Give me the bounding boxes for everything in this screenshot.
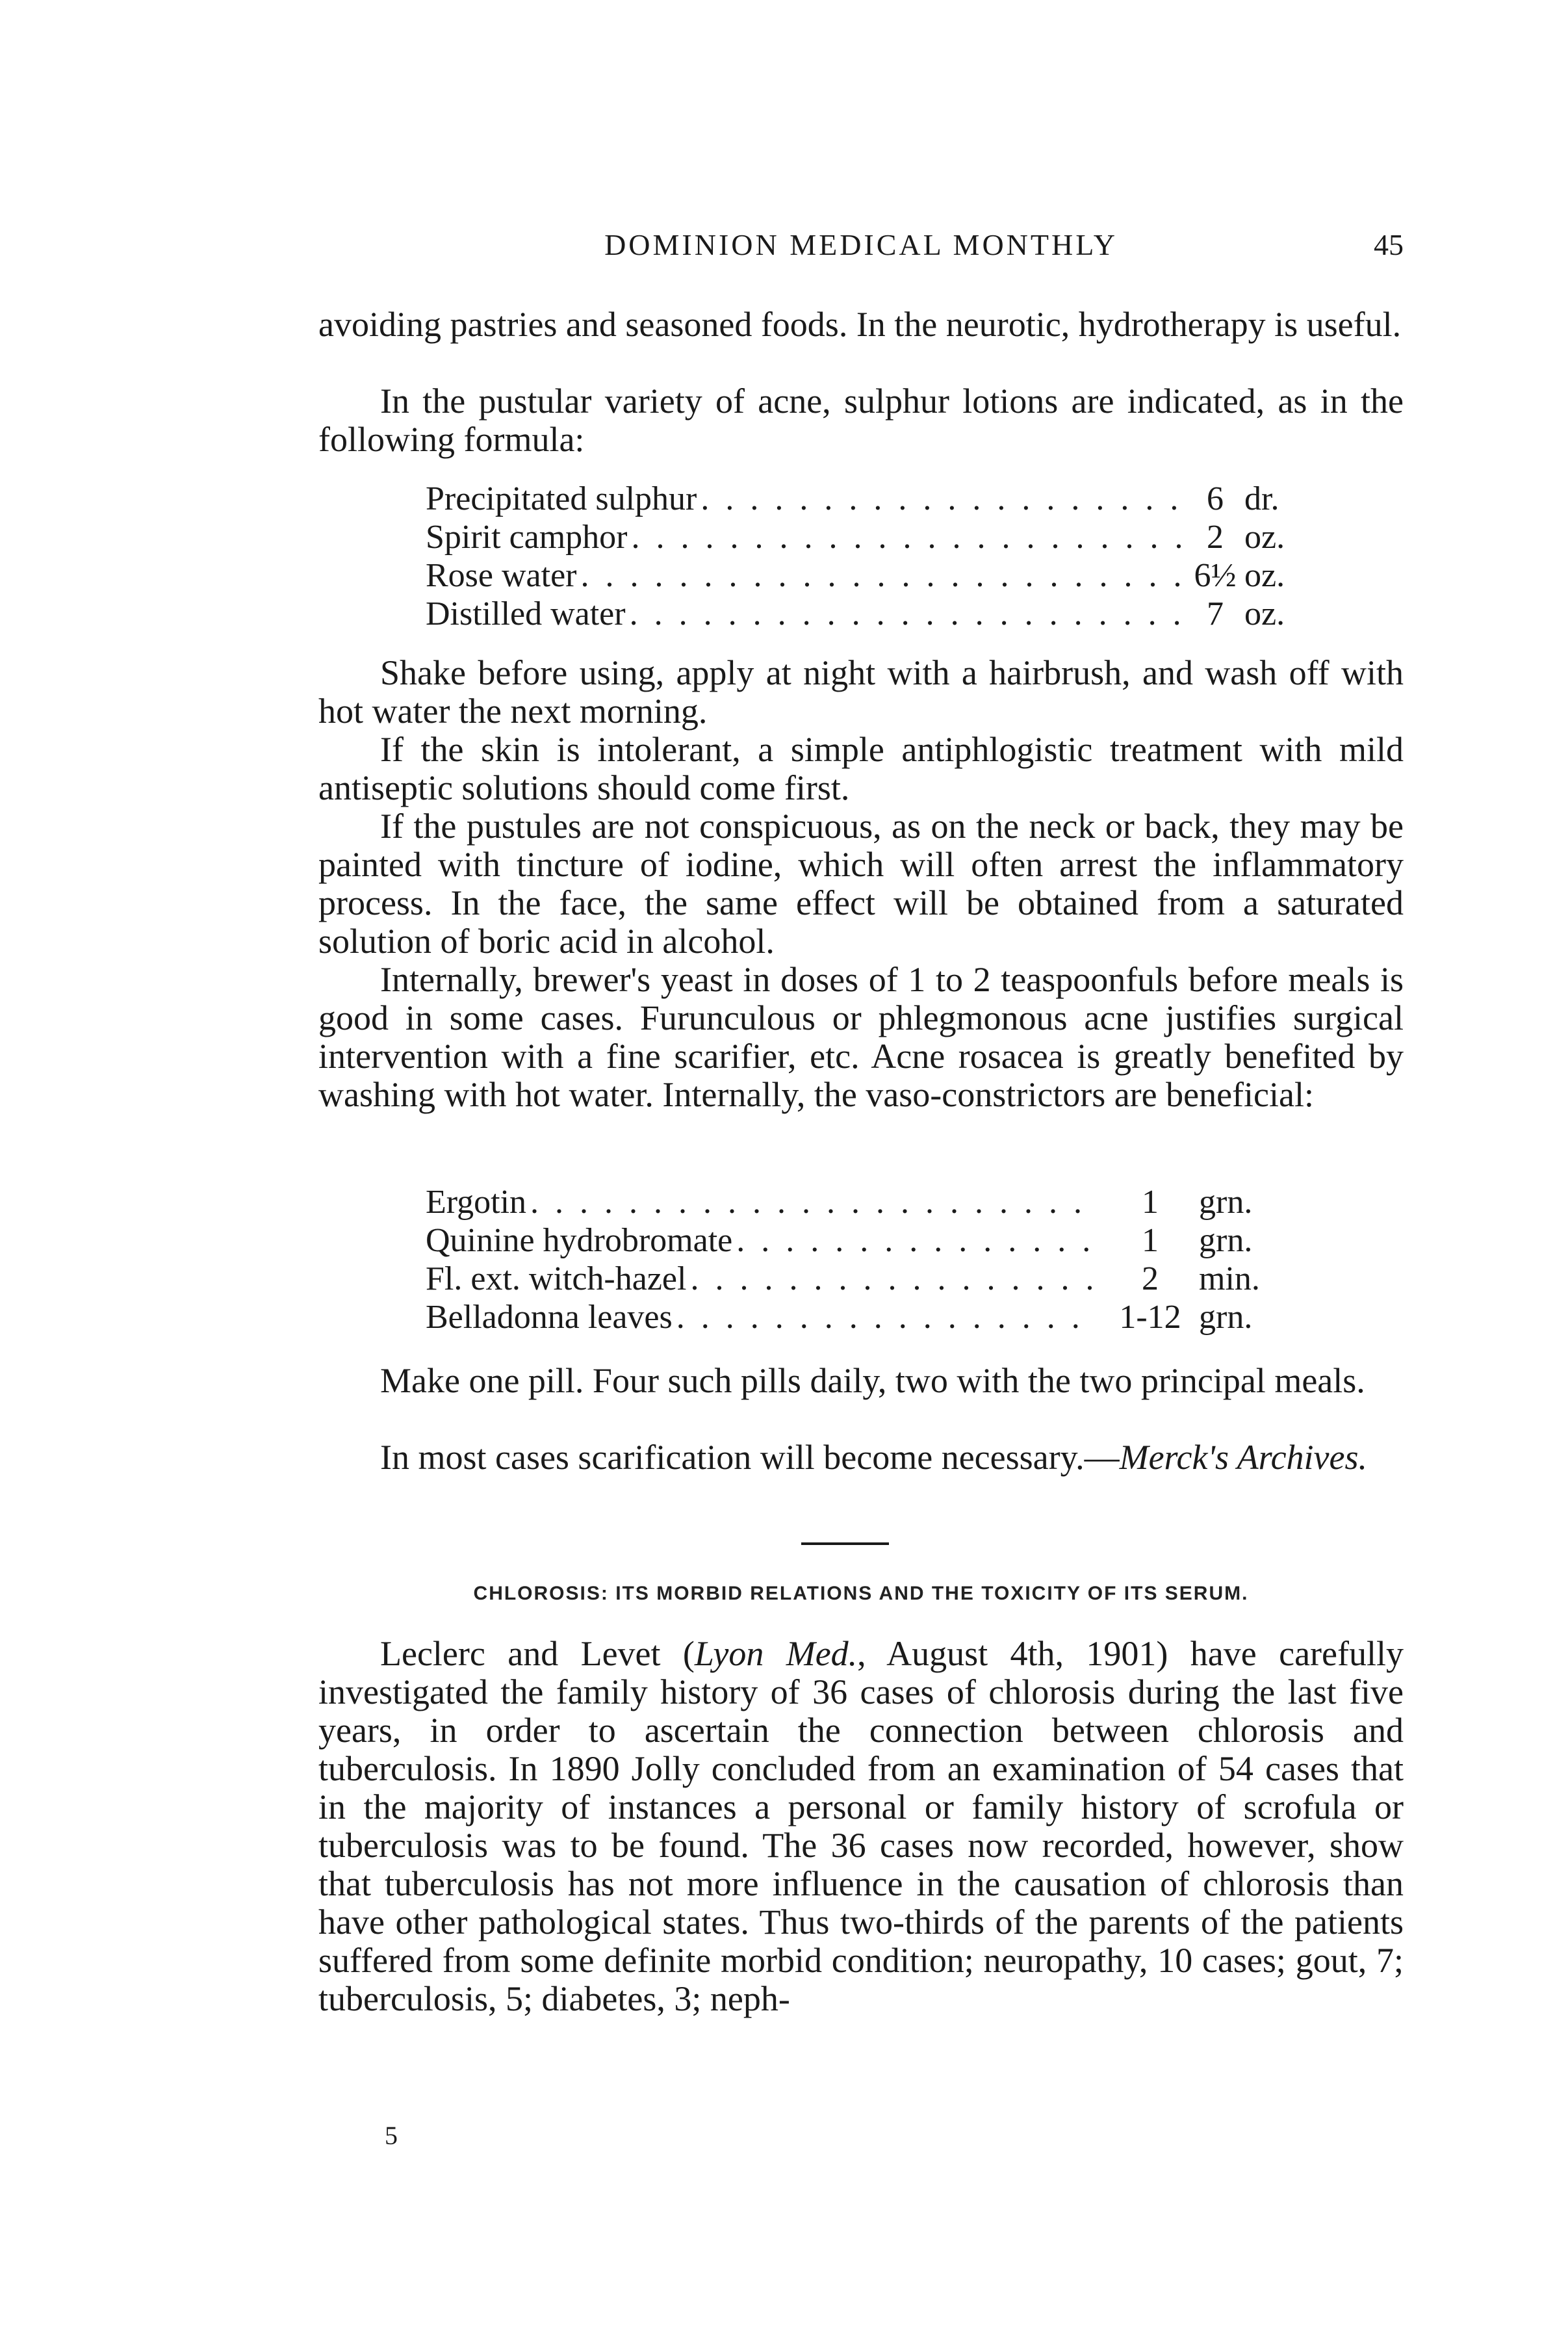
paragraph-sulphur-lotions: In the pustular variety of acne, sulphur lotions are indicated, as in the following formula:	[318, 382, 1404, 459]
formula-row	[426, 518, 1296, 556]
formula-row	[426, 1221, 1296, 1260]
ingredient-quantity: 1	[1142, 1184, 1159, 1221]
ingredient-quantity: 6	[1207, 480, 1224, 517]
formula-row	[426, 1183, 1296, 1221]
formula-row	[426, 595, 1296, 633]
formula-row	[426, 556, 1296, 595]
paragraph-pustules: If the pustules are not conspicuous, as on the neck or back, they may be painted with tincture of iodine, which will often arrest the inflammatory process. In the face, the same effect will be obtained from a saturated solution of boric acid in alcohol.	[318, 807, 1404, 961]
ingredient-unit: oz.	[1244, 519, 1285, 556]
leader-dots	[530, 1183, 1098, 1221]
source-citation: Merck's Archives.	[1119, 1438, 1367, 1477]
ingredient-quantity: 6½	[1194, 557, 1237, 594]
paragraph-chlorosis-study	[318, 1635, 1404, 2018]
vaso-constrictor-pill-formula	[426, 1183, 1296, 1336]
journal-citation: Lyon Med.	[694, 1634, 858, 1673]
paragraph-make-one-pill: Make one pill. Four such pills daily, two with the two principal meals.	[380, 1361, 1365, 1400]
ingredient-quantity: 1	[1142, 1222, 1159, 1259]
study-intro-text: Leclerc and Levet (	[380, 1634, 695, 1673]
ingredient-quantity: 2	[1207, 519, 1224, 556]
ingredient-name: Spirit camphor	[426, 519, 628, 556]
ingredient-name: Precipitated sulphur	[426, 480, 697, 517]
formula-row	[426, 480, 1296, 518]
section-divider	[801, 1542, 889, 1545]
ingredient-quantity: 1-12	[1119, 1299, 1181, 1336]
ingredient-unit: dr.	[1244, 480, 1279, 517]
leader-dots	[690, 1260, 1098, 1298]
leader-dots	[676, 1298, 1098, 1336]
ingredient-unit: oz.	[1244, 557, 1285, 594]
ingredient-quantity: 7	[1207, 595, 1224, 632]
paragraph-scarification	[318, 1438, 1404, 1477]
paragraph-brewers-yeast: Internally, brewer's yeast in doses of 1 to 2 teaspoonfuls before meals is good in some cases. Furunculous or phlegmonous acne justifies surgical intervention with a fine scarifier, etc. Acne rosacea is greatly benefited by washing with hot water. Internally, the vaso-constrictors are beneficial:	[318, 960, 1404, 1114]
ingredient-quantity: 2	[1142, 1260, 1159, 1297]
ingredient-name: Distilled water	[426, 595, 626, 632]
journal-title: DOMINION MEDICAL MONTHLY	[604, 228, 1118, 261]
paragraph-intolerant-skin: If the skin is intolerant, a simple antiphlogistic treatment with mild antiseptic solutions should come first.	[318, 730, 1404, 807]
leader-dots	[630, 595, 1182, 633]
leader-dots	[736, 1221, 1098, 1260]
section-heading: CHLOROSIS: ITS MORBID RELATIONS AND THE TOXICITY OF ITS SERUM.	[473, 1583, 1249, 1604]
ingredient-unit: grn.	[1199, 1299, 1253, 1336]
leader-dots	[700, 480, 1182, 518]
signature-mark: 5	[385, 2121, 398, 2150]
sulphur-lotion-formula	[426, 480, 1296, 633]
ingredient-name: Belladonna leaves	[426, 1299, 673, 1336]
ingredient-name: Rose water	[426, 557, 577, 594]
study-body-text: , August 4th, 1901) have carefully investigated the family history of 36 cases of chlorosis during the last five years, in order to ascertain the connection between chlorosis and tuberculosis. In 1890 Jolly concluded from an examination of 54 cases that in the majority of instances a personal or family history of scrofula or tuberculosis was to be found. The 36 cases now recorded, however, show that tuberculosis has not more influence in the causation of chlorosis than have other pathological states. Thus two-thirds of the parents of the patients suffered from some definite morbid condition; neuropathy, 10 cases; gout, 7; tuberculosis, 5; diabetes, 3; neph-	[318, 1634, 1404, 2018]
formula-row	[426, 1260, 1296, 1298]
paragraph-hydrotherapy: avoiding pastries and seasoned foods. In the neurotic, hydrotherapy is useful.	[318, 305, 1402, 344]
leader-dots	[632, 518, 1182, 556]
ingredient-name: Quinine hydrobromate	[426, 1222, 733, 1259]
paragraph-shake-before-using: Shake before using, apply at night with a hairbrush, and wash off with hot water the next morning.	[318, 653, 1404, 731]
leader-dots	[580, 556, 1182, 595]
running-header	[318, 227, 1404, 279]
ingredient-unit: grn.	[1199, 1222, 1253, 1259]
scarification-text: In most cases scarification will become necessary.—	[380, 1438, 1120, 1477]
ingredient-unit: min.	[1199, 1260, 1260, 1297]
ingredient-unit: oz.	[1244, 595, 1285, 632]
ingredient-name: Ergotin	[426, 1184, 527, 1221]
formula-row	[426, 1298, 1296, 1336]
page-number: 45	[1374, 228, 1404, 261]
ingredient-name: Fl. ext. witch-hazel	[426, 1260, 687, 1297]
ingredient-unit: grn.	[1199, 1184, 1253, 1221]
